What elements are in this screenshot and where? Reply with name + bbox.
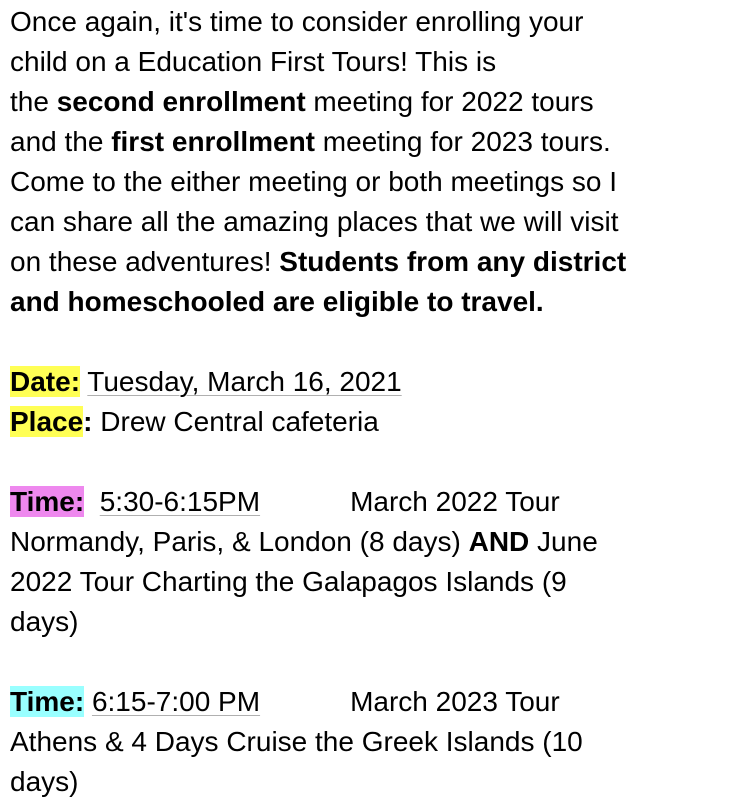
session-2-time-value: 6:15-7:00 PM [91,686,261,717]
session-1-time-label: Time: [10,486,85,517]
session-1-line-4 [10,602,740,642]
session-1-text: June [529,526,598,557]
session-2-time-row [10,682,740,722]
place-value: Drew Central cafeteria [100,406,379,437]
intro-text: and the [10,126,112,157]
date-value: Tuesday, March 16, 2021 [87,366,402,397]
second-enrollment-emphasis: second enrollment [56,86,306,117]
session-2-tour-heading: March 2023 Tour [350,686,560,717]
spacer [10,442,740,482]
intro-text: on these adventures! [10,246,280,277]
intro-line-5 [10,162,740,202]
session-2-line-2 [10,722,740,762]
session-1-text: days) [10,606,79,637]
intro-text: meeting for 2022 tours [305,86,594,117]
spacer [10,322,740,362]
spacer [10,642,740,682]
intro-text: can share all the amazing places that we will visit [10,206,619,237]
intro-line-6 [10,202,740,242]
eligibility-emphasis: Students from any district [279,246,627,277]
intro-line-1 [10,2,740,42]
session-2-text: days) [10,766,79,797]
intro-text: Come to the either meeting or both meetings so I [10,166,617,197]
place-colon: : [83,406,93,437]
session-2-time-label: Time: [10,686,85,717]
intro-text: Once again, it's time to consider enrolling your [10,6,584,37]
place-row [10,402,740,442]
place-label: Place [10,406,84,437]
session-2-text: Athens & 4 Days Cruise the Greek Islands (10 [10,726,583,757]
intro-text: meeting for 2023 tours. [315,126,611,157]
intro-text: the [10,86,57,117]
date-label: Date: [10,366,81,397]
date-row [10,362,740,402]
intro-line-2 [10,42,740,82]
session-1-text: 2022 Tour Charting the Galapagos Islands (9 [10,566,567,597]
and-emphasis: AND [468,526,530,557]
intro-line-4 [10,122,740,162]
document-body [10,2,740,802]
eligibility-emphasis: and homeschooled are eligible to travel. [10,286,544,317]
session-1-text: Normandy, Paris, & London (8 days) [10,526,469,557]
intro-line-7 [10,242,740,282]
session-1-tour-heading: March 2022 Tour [350,486,560,517]
intro-text: child on a Education First Tours! This is [10,46,497,77]
session-1-line-3 [10,562,740,602]
session-2-line-3 [10,762,740,802]
first-enrollment-emphasis: first enrollment [111,126,316,157]
session-1-line-2 [10,522,740,562]
session-1-time-row [10,482,740,522]
intro-line-3 [10,82,740,122]
intro-line-8 [10,282,740,322]
session-1-time-value: 5:30-6:15PM [99,486,261,517]
